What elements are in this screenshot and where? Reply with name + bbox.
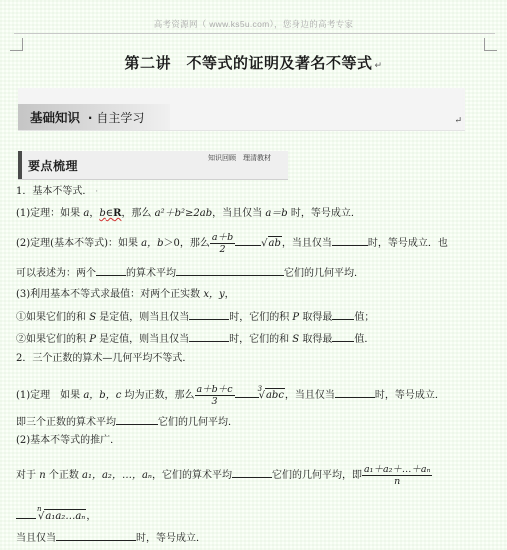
l9-text-a: (1)定理 如果 xyxy=(16,390,84,401)
l2-text-a: (1)定理：如果 xyxy=(16,208,84,219)
l10-text-b: 它们的几何平均． xyxy=(158,417,238,428)
blank-sum-condition[interactable] xyxy=(189,309,229,320)
l12-text-d: ，它们的算术平均 xyxy=(151,470,232,481)
l6-text-d: 取得最 xyxy=(299,312,333,323)
l7-text-e: 值． xyxy=(354,334,375,345)
three-number-restatement xyxy=(16,414,238,430)
n-root-line xyxy=(16,505,97,524)
blank-relation-1[interactable] xyxy=(235,235,261,246)
l3-frac-num: a＋b xyxy=(211,232,234,243)
l12-fraction xyxy=(362,464,432,487)
l5-text-a: (3)利用基本不等式求最值：对两个正实数 xyxy=(16,289,204,300)
l12-sequence: a₁，a₂，…，aₙ xyxy=(82,470,152,481)
blank-relation-6[interactable] xyxy=(16,508,36,519)
section-title: 要点梳理 xyxy=(28,159,79,173)
blank-relation-3[interactable] xyxy=(235,387,259,398)
item-1-heading xyxy=(16,185,98,199)
banner-paragraph-mark-icon: ↵ xyxy=(454,116,462,126)
l13-radicand: a₁a₂…aₙ xyxy=(45,511,86,522)
section-banner xyxy=(18,88,465,131)
l2-var-a: a xyxy=(83,208,90,219)
banner-heading xyxy=(30,108,144,126)
paragraph-mark-icon: ↵ xyxy=(374,61,383,71)
section-subtitle: 知识回顾 理清教材 xyxy=(208,154,271,162)
l6-var-s: S xyxy=(89,312,97,323)
blank-relation-5[interactable] xyxy=(232,467,272,478)
item-2-text: 2．三个正数的算术—几何平均不等式． xyxy=(16,353,193,364)
title-text: 第二讲 不等式的证明及著名不等式 xyxy=(124,54,373,72)
l9-cube-root: 3 √abc xyxy=(259,388,285,403)
l2-in: ∈ xyxy=(105,208,114,219)
l9-radicand: abc xyxy=(265,390,284,401)
l6-var-p: P xyxy=(292,312,300,323)
l2-inequality: a²＋b²≥2ab xyxy=(154,208,213,219)
banner-dot: · xyxy=(87,111,93,125)
l13-nth-root: n √a₁a₂…aₙ xyxy=(38,509,86,524)
l12-var-n: n xyxy=(39,470,46,481)
blank-relation-2[interactable] xyxy=(176,265,284,276)
blank-product-condition[interactable] xyxy=(189,331,229,342)
l2-text-d: ，当且仅当 xyxy=(212,208,266,219)
page-title xyxy=(0,52,507,73)
l9-text-e: 时，等号成立． xyxy=(374,390,445,401)
l9-frac-num: a＋b＋c xyxy=(196,384,233,395)
n-equality-line xyxy=(16,530,206,546)
l3-text-c: ＞0，那么 xyxy=(163,238,210,249)
l3-sqrt: √ab xyxy=(261,238,281,249)
l5-vars: x，y xyxy=(203,289,225,300)
l2-real-set: R xyxy=(113,208,122,219)
extremum-heading xyxy=(16,288,235,302)
l7-var-s: S xyxy=(292,334,300,345)
l10-text-a: 即三个正数的算术平均 xyxy=(16,417,116,428)
l2-text-c: ，那么 xyxy=(121,208,155,219)
blank-product-extremum[interactable] xyxy=(332,331,354,342)
section-accent-bar xyxy=(18,151,22,179)
crop-mark-top-left xyxy=(10,38,23,51)
l2-equality-cond: a＝b xyxy=(265,208,288,219)
l9-fraction xyxy=(195,384,235,407)
l9-text-d: ，当且仅当 xyxy=(284,390,335,401)
l3-text-d: ，当且仅当 xyxy=(281,238,332,249)
l12-frac-den: n xyxy=(394,476,401,487)
blank-equality-condition-1[interactable] xyxy=(332,235,368,246)
l12-text-b: 个正数 xyxy=(45,470,82,481)
blank-equality-condition-n[interactable] xyxy=(56,530,136,541)
l12-text-e: 它们的几何平均，即 xyxy=(271,470,362,481)
l3-text-e: 时，等号成立．也 xyxy=(367,238,448,249)
item-1-text: 1．基本不等式． xyxy=(16,186,93,197)
three-number-theorem-line xyxy=(16,384,445,407)
l6-text-e: 值； xyxy=(354,312,375,323)
extremum-sum-line xyxy=(16,309,374,325)
l2-var-b: b xyxy=(99,208,106,219)
generalization-heading xyxy=(16,434,120,448)
banner-bold-text: 基础知识 xyxy=(30,110,81,125)
l3-frac-den: 2 xyxy=(219,244,226,255)
header-rule xyxy=(14,33,495,34)
l2-comma: ， xyxy=(89,208,100,219)
l9-text-c: 均为正数，那么 xyxy=(121,390,195,401)
line-dots: · xyxy=(92,187,99,197)
l7-text-b: 是定值，则当且仅当 xyxy=(95,334,190,345)
blank-sum-extremum[interactable] xyxy=(332,309,354,320)
key-points-box xyxy=(18,151,288,180)
l12-frac-num: a₁＋a₂＋…＋aₙ xyxy=(363,464,431,475)
blank-relation-4[interactable] xyxy=(116,414,158,425)
l3-fraction xyxy=(210,232,235,255)
l9-vars: a，b，c xyxy=(83,390,122,401)
l3-vars: a，b xyxy=(141,238,164,249)
l13-comma: ， xyxy=(86,511,97,522)
l3-text-a: (2)定理(基本不等式)：如果 xyxy=(16,238,142,249)
banner-rest-text: 自主学习 xyxy=(96,111,145,125)
n-number-line xyxy=(16,464,432,487)
l6-text-c: 时，它们的积 xyxy=(229,312,293,323)
l9-root-index: 3 xyxy=(257,385,263,393)
l11-text: (2)基本不等式的推广． xyxy=(16,435,121,446)
blank-two-numbers[interactable] xyxy=(96,265,126,276)
l4-text-b: 的算术平均 xyxy=(126,268,176,279)
l14-text-a: 当且仅当 xyxy=(16,533,56,544)
l3-radicand: ab xyxy=(268,238,281,249)
l2-text-g: 时，等号成立． xyxy=(287,208,361,219)
restatement-line xyxy=(16,265,364,281)
l9-frac-den: 3 xyxy=(211,396,218,407)
extremum-product-line xyxy=(16,331,374,347)
l14-text-b: 时，等号成立． xyxy=(136,533,206,544)
l6-text-b: 是定值，则当且仅当 xyxy=(96,312,190,323)
theorem-2-line xyxy=(16,232,448,255)
l12-text-a: 对于 xyxy=(16,470,40,481)
l6-text-a: ①如果它们的和 xyxy=(16,312,90,323)
header-watermark: 高考资源网（ www.ks5u.com），您身边的高考专家 xyxy=(153,19,354,29)
l7-text-c: 时，它们的和 xyxy=(229,334,293,345)
blank-equality-condition-3[interactable] xyxy=(335,387,375,398)
crop-mark-top-right xyxy=(484,38,497,51)
item-2-heading xyxy=(16,352,192,366)
l4-text-a: 可以表述为：两个 xyxy=(16,268,96,279)
l4-text-c: 它们的几何平均． xyxy=(284,268,364,279)
l7-text-d: 取得最 xyxy=(299,334,333,345)
l5-text-c: ， xyxy=(224,289,235,300)
l7-text-a: ②如果它们的积 xyxy=(16,334,90,345)
l7-var-p: P xyxy=(89,334,96,345)
l13-root-index: n xyxy=(37,505,42,513)
theorem-1-line xyxy=(16,207,361,221)
